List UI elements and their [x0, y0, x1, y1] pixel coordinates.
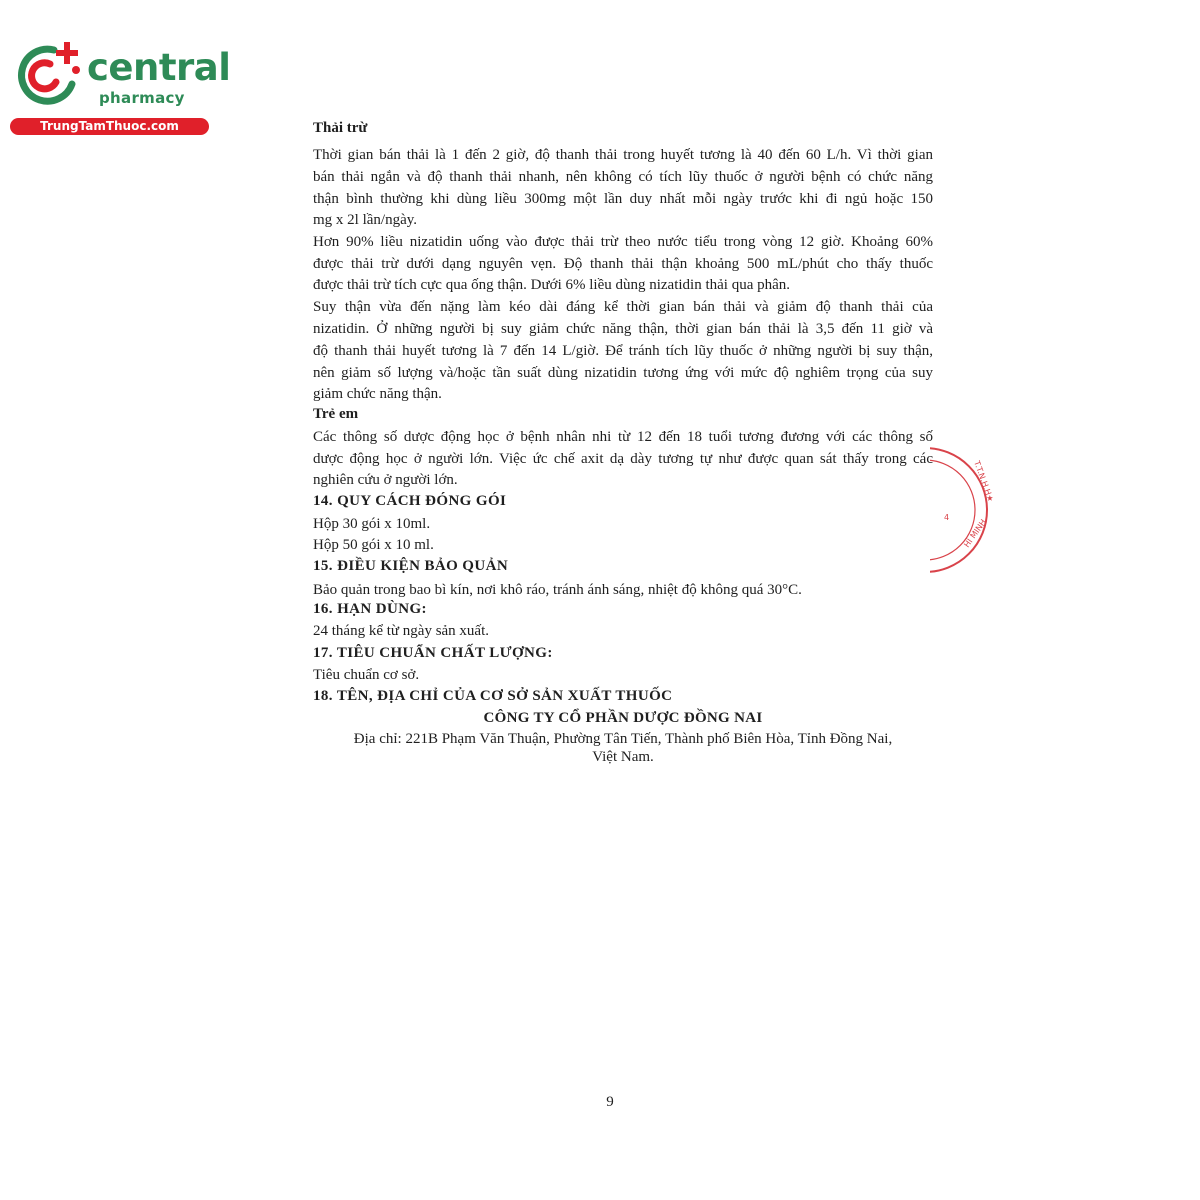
paragraph-line: 24 tháng kể từ ngày sản xuất. [313, 623, 490, 639]
paragraph-line: Hơn 90% liều nizatidin uống vào được thải trừ theo nước tiểu trong vòng 12 giờ. Khoảng 60% [313, 234, 933, 250]
paragraph-line: Tiêu chuẩn cơ sở. [313, 667, 420, 683]
company-name: CÔNG TY CỔ PHẦN DƯỢC ĐỒNG NAI [483, 710, 763, 726]
logo-brand-name: central [87, 46, 231, 89]
company-address-line: Việt Nam. [592, 749, 654, 765]
heading-section-18: 18. TÊN, ĐỊA CHỈ CỦA CƠ SỞ SẢN XUẤT THUỐC [313, 688, 673, 704]
company-seal-stamp [930, 430, 1000, 580]
paragraph-line: Suy thận vừa đến nặng làm kéo dài đáng kể thời gian bán thải và giảm độ thanh thải của [313, 299, 933, 315]
paragraph-line: nghiên cứu ở người lớn. [313, 472, 458, 488]
paragraph-line: Các thông số dược động học ở bệnh nhân nhi từ 12 đến 18 tuổi tương đương với các thông số [313, 429, 933, 445]
paragraph-line: nên giảm số lượng và/hoặc tần suất dùng nizatidin tương ứng với mức độ nghiêm trọng của suy [313, 365, 933, 381]
heading-section-15: 15. ĐIỀU KIỆN BẢO QUẢN [313, 558, 509, 574]
svg-text:T.T.N.H.H★: T.T.N.H.H★ [972, 459, 996, 504]
heading-section-16: 16. HẠN DÙNG: [313, 601, 427, 617]
paragraph-line: được thải trừ tích cực qua ống thận. Dưới 6% liều dùng nizatidin thải qua phân. [313, 277, 791, 293]
logo-subtitle: pharmacy [99, 89, 185, 107]
paragraph-line: Thời gian bán thải là 1 đến 2 giờ, độ thanh thải trong huyết tương là 40 đến 60 L/h. Vì thời gian [313, 147, 933, 163]
svg-text:4: 4 [944, 513, 950, 522]
paragraph-line: Hộp 30 gói x 10ml. [313, 516, 431, 532]
paragraph-line: nizatidin. Ở những người bị suy giảm chức năng thận, thời gian bán thải là 3,5 đến 11 giờ và [313, 321, 933, 337]
paragraph-line: thận bình thường khi dùng liều 300mg một lần duy nhất mỗi ngày trước khi đi ngủ hoặc 150 [313, 191, 933, 207]
central-pharmacy-logo-icon [10, 38, 90, 110]
heading-section-17: 17. TIÊU CHUẨN CHẤT LƯỢNG: [313, 645, 553, 661]
page-number: 9 [606, 1094, 614, 1110]
paragraph-line: dược động học ở người lớn. Việc ức chế axit dạ dày tương tự như được quan sát thấy trong các [313, 451, 933, 467]
paragraph-line: được thải trừ dưới dạng nguyên vẹn. Độ thanh thải thận khoảng 500 mL/phút cho thấy thuốc [313, 256, 933, 272]
heading-tre-em: Trẻ em [313, 406, 359, 422]
svg-text:HÍ MINH: HÍ MINH [962, 517, 989, 550]
paragraph-line: bán thải ngắn và độ thanh thải nhanh, nên không có tích lũy thuốc ở người bệnh có chức năng [313, 169, 933, 185]
brand-logo [10, 38, 231, 138]
heading-section-14: 14. QUY CÁCH ĐÓNG GÓI [313, 493, 507, 509]
paragraph-line: giảm chức năng thận. [313, 386, 442, 402]
logo-website: TrungTamThuoc.com [10, 118, 209, 135]
paragraph-line: Bảo quản trong bao bì kín, nơi khô ráo, tránh ánh sáng, nhiệt độ không quá 30°C. [313, 582, 802, 598]
paragraph-line: mg x 2l lần/ngày. [313, 212, 418, 228]
company-address-line: Địa chỉ: 221B Phạm Văn Thuận, Phường Tân Tiến, Thành phố Biên Hòa, Tỉnh Đồng Nai, [353, 731, 893, 747]
paragraph-line: Hộp 50 gói x 10 ml. [313, 537, 434, 553]
paragraph-line: độ thanh thải huyết tương là 7 đến 14 L/giờ. Để tránh tích lũy thuốc ở những người bị suy thận, [313, 343, 933, 359]
heading-thai-tru: Thải trừ [313, 120, 368, 136]
